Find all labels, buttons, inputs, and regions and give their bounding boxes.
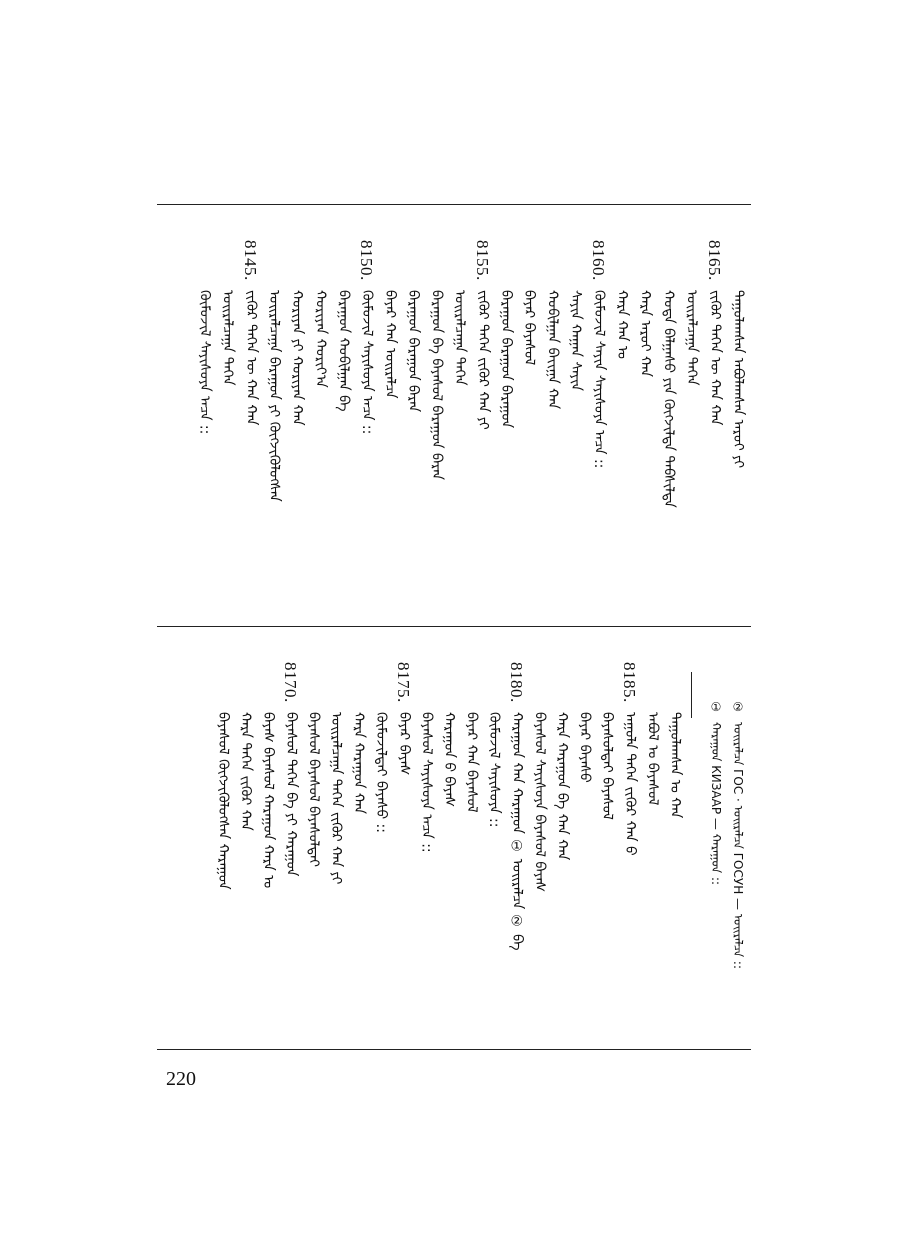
verse-line: ᠣᠢᠷᠠᠯᠴᠠᠭᠠ ᠲᠡᠭᠡᠨ <box>219 290 236 386</box>
line-number: 8145. <box>240 240 260 281</box>
verse-line: ᠬᠦᠮᠦᠵᠢᠯᠲᠡᠢ ᠪᠠᠶᠠᠰᠤ :: <box>373 712 390 833</box>
verse-line: ᠳᠠᠭᠤᠯᠠᠭᠰᠠᠨ ᠤ ᠬᠠᠨ <box>667 712 683 819</box>
verse-line: ᠪᠠᠷᠠᠭᠤᠨ ᠪᠠ ᠪᠠᠶᠠᠰᠤᠯ ᠪᠠᠷᠠᠭᠤᠨ ᠪᠠᠷᠠᠨ <box>428 290 445 481</box>
verse-line: ᠪᠠᠶᠠᠰᠤᠯ ᠪᠠᠶᠠᠰᠤᠯ ᠪᠠᠶᠠᠰᠤᠯᠲᠠᠢ <box>305 712 322 867</box>
verse-line: ᠬᠠᠷᠠ ᠬᠠᠷᠠᠭᠤᠨ ᠪᠠ ᠬᠠᠨ ᠬᠠᠨ <box>554 712 570 861</box>
verse-line: ᠵᠢᠭᠦᠷ ᠲᠡᠭᠡᠨ ᠵᠢᠭᠦᠷ ᠬᠠᠨ ᠶᠢ <box>474 290 491 430</box>
verse-line: ᠬᠠᠷᠠ ᠲᠡᠭᠡᠨ ᠵᠢᠭᠦᠷ ᠬᠠᠨ <box>237 712 254 831</box>
verse-line: ᠬᠦᠮᠦᠵᠢᠯ ᠰᠠᠶᠢᠰᠤᠶᠠ ᠠᠴᠠ :: <box>196 290 213 435</box>
verse-line: ᠠᠭᠤᠯᠠ ᠲᠡᠭᠡᠨ ᠵᠢᠭᠦᠷ ᠬᠠᠨ ᠪ <box>621 712 638 856</box>
verse-line: ᠪᠠᠶᠠᠰᠤᠯᠲᠠᠢ ᠪᠠᠶᠠᠰᠤᠯ <box>599 712 616 820</box>
line-number: 8150. <box>356 240 376 281</box>
verse-line: ᠬᠠᠷᠠ ᠠᠷᠤᠢ ᠬᠠᠨ <box>637 290 654 378</box>
footnote-marker: ② <box>731 700 745 714</box>
verse-line: ᠵᠢᠭᠦᠷ ᠲᠡᠭᠡᠨ ᠦ ᠬᠠᠨ ᠬᠠᠨ <box>706 290 723 426</box>
verse-line: ᠪᠠᠷᠠᠭᠤᠨ ᠪᠠᠷᠠᠭᠤᠨ ᠪᠠᠷᠠᠭᠤᠨ <box>498 290 514 429</box>
verse-line: ᠬᠠᠷᠠᠭᠤᠨ ᠬᠠᠨ ᠬᠠᠷᠠᠭᠤᠨ ① ᠣᠢᠷᠠᠯᠴᠠ ② ᠪᠠ <box>508 712 525 951</box>
verse-line: ᠪᠠᠶᠠᠰᠤᠯ ᠰᠠᠶᠢᠰᠤᠶᠠ ᠪᠠᠶᠠᠰᠤᠯ ᠪᠠᠶᠠᠰ <box>531 712 548 893</box>
line-number: 8180. <box>506 662 526 703</box>
verse-line: ᠪᠠᠶᠠᠰᠤᠯ ᠬᠥᠭᠵᠢᠭᠦᠯᠦᠭᠰᠡᠨ ᠬᠠᠷᠠᠭᠤᠨ <box>215 712 231 890</box>
verse-line: ᠬᠣᠷᠢᠶᠠᠨ ᠬᠣᠷᠢᠶ᠎ᠠ <box>312 290 329 388</box>
bottom-rule <box>157 1049 751 1050</box>
verse-line: ᠬᠦᠮᠦᠵᠢᠯ ᠰᠠᠶᠢᠨ ᠰᠠᠶᠢᠰᠤᠶᠠ ᠠᠴᠠ :: <box>590 290 607 469</box>
verse-line: ᠪᠠᠶᠠᠷ ᠬᠠᠨ ᠪᠠᠶᠠᠰᠤᠯ <box>463 712 480 813</box>
verse-line: ᠰᠠᠶᠢᠨ ᠬᠠᠭᠠᠨ ᠰᠠᠶᠢᠨ <box>567 290 584 392</box>
verse-line: ᠬᠣᠪᠢᠯᠭᠠᠨ ᠪᠠᠶ᠋ᠢᠭᠠ ᠬᠠᠨ <box>544 290 561 410</box>
line-number: 8165. <box>704 240 724 281</box>
line-number: 8175. <box>393 662 413 703</box>
page-number: 220 <box>166 1068 196 1090</box>
verse-line: ᠬᠠᠷᠠ ᠬᠠᠷᠠᠭᠤᠨ ᠬᠠᠨ <box>350 712 367 814</box>
verse-line: ᠣᠢᠷᠠᠯᠴᠠᠭᠠ ᠪᠠᠷᠠᠭᠤᠨ ᠶᠢ ᠬᠥᠭᠵᠢᠭᠦᠯᠦᠭᠰᠡᠨ <box>266 290 282 502</box>
footnote-text: ᠬᠠᠷᠠᠭᠤᠨ КИЗААР — ᠬᠠᠷᠠᠭᠤᠨ :: <box>709 722 723 886</box>
verse-line: ᠬᠠᠷᠠᠭᠤᠨ ᠪ ᠪᠠᠶᠠᠰ <box>441 712 457 808</box>
verse-line: ᠪᠠᠶᠠᠰᠤᠯ ᠰᠠᠶᠢᠰᠤᠶᠠ ᠠᠴᠠ :: <box>418 712 435 853</box>
verse-line: ᠪᠠᠶᠠᠷ ᠪᠠᠶᠠᠰ <box>395 712 412 776</box>
verse-line: ᠪᠠᠶᠠᠰᠤᠯ ᠲᠡᠭᠡᠨ ᠪᠠ ᠶᠢ ᠬᠠᠷᠠᠭᠤᠨ <box>282 712 299 877</box>
footnote-rule <box>691 672 692 718</box>
verse-line: ᠪᠠᠶᠠᠷ ᠪᠠᠶᠠᠰᠤᠯ <box>521 290 538 366</box>
top-rule <box>157 204 751 205</box>
verse-line: ᠪᠠᠶᠠᠷ ᠪᠠᠶᠠᠰᠤ <box>576 712 593 783</box>
verse-line: ᠣᠢᠷᠠᠯᠴᠠᠭᠠ ᠲᠡᠭᠡᠨ <box>451 290 468 386</box>
middle-rule <box>157 626 751 627</box>
line-number: 8170. <box>280 662 300 703</box>
verse-line: ᠪᠠᠷᠠᠭᠤᠨ ᠪᠠᠷᠠᠭᠤᠨ ᠪᠠᠷᠠᠨ <box>405 290 422 413</box>
line-number: 8155. <box>472 240 492 281</box>
verse-line: ᠵᠢᠭᠦᠷ ᠲᠡᠭᠡᠨ ᠦ ᠬᠠᠨ ᠬᠠᠨ <box>242 290 259 426</box>
line-number: 8160. <box>588 240 608 281</box>
verse-line: ᠳᠠᠭᠤᠯᠠᠭᠰᠠᠨ ᠠᠪᠤᠯᠠᠭᠰᠠᠨ ᠠᠷᠤᠢ ᠶᠢ <box>730 290 746 469</box>
verse-line: ᠪᠠᠷᠠᠭᠤᠨ ᠬᠣᠪᠢᠯᠭᠠᠨ ᠪᠠ <box>335 290 352 412</box>
verse-line: ᠣᠢᠷᠠᠯᠴᠠᠭᠠ ᠲᠡᠭᠡᠨ ᠵᠢᠭᠦᠷ ᠬᠠᠨ ᠶᠢ <box>328 712 344 885</box>
verse-line: ᠣᠢᠷᠠᠯᠴᠠᠭᠠ ᠲᠡᠭᠡᠨ <box>683 290 700 386</box>
line-number: 8185. <box>619 662 639 703</box>
verse-line: ᠬᠦᠮᠦᠵᠢᠯ ᠰᠠᠶᠢᠰᠤᠶᠠ ᠠᠴᠠ :: <box>358 290 375 435</box>
footnote-text: ᠣᠢᠷᠠᠯᠴᠠ ГОС · ᠣᠢᠷᠠᠯᠴᠠ ГОСУН — ᠣᠢᠷᠠᠯᠴᠠ :: <box>731 722 745 970</box>
verse-line: ᠠᠪᠤᠯ ᠤ ᠪᠠᠶᠠᠰᠤᠯ <box>644 712 661 806</box>
verse-line: ᠬᠦᠮᠦᠵᠢᠯ ᠰᠠᠶᠢᠰᠤᠶᠠ :: <box>486 712 503 828</box>
verse-line: ᠬᠣᠲᠠ ᠪᠠᠯᠭᠠᠰᠤ ᠶᠢᠨ ᠬᠥᠭᠵᠢᠯᠲᠡ ᠳᠡᠪᠰᠢᠯᠲᠡ <box>660 290 677 508</box>
verse-line: ᠬᠣᠷᠢᠶᠠᠨ ᠶᠢ ᠬᠣᠷᠢᠶᠠᠨ ᠬᠠᠨ <box>289 290 306 426</box>
verse-line: ᠬᠠᠷᠠ ᠬᠠᠨ ᠤ <box>614 290 630 359</box>
verse-line: ᠪᠠᠶᠠᠰ ᠪᠠᠶᠠᠰᠤᠯ ᠬᠠᠷᠠᠭᠤᠨ ᠬᠠᠷᠠ ᠤ <box>260 712 277 889</box>
verse-line: ᠪᠠᠶᠠᠷ ᠬᠠᠨ ᠣᠢᠷᠠᠯᠴᠠ <box>382 290 398 399</box>
footnote-marker: ① <box>709 700 723 714</box>
